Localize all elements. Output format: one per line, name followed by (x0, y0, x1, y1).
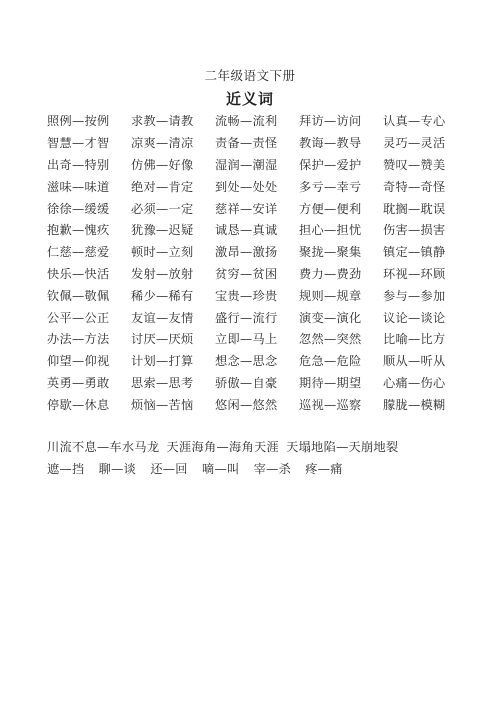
synonym-row (47, 328, 467, 350)
synonym-pair: 悠闲—悠然 (215, 397, 278, 412)
synonym-row (47, 219, 467, 241)
synonym-pair: 想念—思念 (215, 354, 278, 369)
synonym-pair: 到处—处处 (215, 179, 278, 194)
synonym-pair: 讨厌—厌烦 (131, 332, 194, 347)
synonym-pair: 英勇—勇敢 (47, 375, 110, 390)
synonym-row (47, 241, 467, 263)
synonym-pair: 钦佩—敬佩 (47, 288, 110, 303)
synonym-pair: 还—回 (150, 462, 188, 476)
synonym-row (47, 306, 467, 328)
synonym-pair: 赞叹—赞美 (383, 157, 446, 172)
synonym-row (47, 197, 467, 219)
synonym-pair: 顿时—立刻 (131, 245, 194, 260)
synonym-pair: 智慧—才智 (47, 136, 110, 151)
synonym-row (47, 350, 467, 372)
synonym-pair: 环视—环顾 (383, 266, 446, 281)
synonym-pair: 保护—爱护 (299, 157, 362, 172)
synonym-pair: 思索—思考 (131, 375, 194, 390)
synonym-pair: 认真—专心 (383, 114, 446, 129)
synonym-pair: 凉爽—清凉 (131, 136, 194, 151)
synonym-pair: 顺从—听从 (383, 354, 446, 369)
synonym-pair: 友谊—友情 (131, 310, 194, 325)
synonym-pair: 流畅—流利 (215, 114, 278, 129)
synonym-grid (47, 110, 467, 415)
synonym-pair: 停歇—休息 (47, 397, 110, 412)
synonym-pair: 聚拢—聚集 (299, 245, 362, 260)
synonym-row (47, 175, 467, 197)
synonym-pair: 出奇—特别 (47, 157, 110, 172)
synonym-pair: 照例—按例 (47, 114, 110, 129)
idiom-synonym-line: 川流不息—车水马龙 天涯海角—海角天涯 天塌地陷—天崩地裂 (47, 440, 399, 454)
synonym-row (47, 110, 467, 132)
synonym-pair: 参与—参加 (383, 288, 446, 303)
synonym-pair: 规则—规章 (299, 288, 362, 303)
synonym-pair: 计划—打算 (131, 354, 194, 369)
grade-title: 二年级语文下册 (204, 68, 296, 83)
synonym-pair: 责备—责怪 (215, 136, 278, 151)
synonym-pair: 盛行—流行 (215, 310, 278, 325)
section-title: 近义词 (225, 90, 274, 108)
synonym-pair: 疼—痛 (305, 462, 343, 476)
synonym-pair: 犹豫—迟疑 (131, 223, 194, 238)
synonym-pair: 聊—谈 (98, 462, 137, 476)
synonym-pair: 慈祥—安详 (215, 201, 278, 216)
synonym-pair: 立即—马上 (215, 332, 278, 347)
synonym-pair: 心痛—伤心 (383, 375, 446, 390)
synonym-pair: 担心—担忧 (299, 223, 362, 238)
synonym-pair: 耽搁—耽误 (383, 201, 446, 216)
synonym-row (47, 284, 467, 306)
synonym-pair: 遮—挡 (47, 462, 85, 476)
synonym-pair: 办法—方法 (47, 332, 110, 347)
synonym-pair: 宝贵—珍贵 (215, 288, 278, 303)
synonym-pair: 公平—公正 (47, 310, 110, 325)
synonym-pair: 快乐—快活 (47, 266, 110, 281)
synonym-pair: 演变—演化 (299, 310, 362, 325)
synonym-pair: 忽然—突然 (299, 332, 362, 347)
synonym-pair: 巡视—巡察 (299, 397, 362, 412)
synonym-pair: 激昂—激扬 (215, 245, 278, 260)
synonym-pair: 拜访—访问 (299, 114, 362, 129)
synonym-pair: 伤害—损害 (383, 223, 446, 238)
synonym-pair: 多亏—幸亏 (299, 179, 362, 194)
synonym-pair: 灵巧—灵活 (383, 136, 446, 151)
synonym-row (47, 132, 467, 154)
synonym-pair: 骄傲—自豪 (215, 375, 278, 390)
synonym-pair: 滋味—味道 (47, 179, 110, 194)
synonym-pair: 教诲—教导 (299, 136, 362, 151)
synonym-pair: 仁慈—慈爱 (47, 245, 110, 260)
synonym-pair: 诚恳—真诚 (215, 223, 278, 238)
synonym-pair: 贫穷—贫困 (215, 266, 278, 281)
synonym-pair: 发射—放射 (131, 266, 194, 281)
synonym-pair: 议论—谈论 (383, 310, 446, 325)
synonym-pair: 仿佛—好像 (131, 157, 194, 172)
synonym-pair: 方便—便利 (299, 201, 362, 216)
synonym-pair: 必须—一定 (131, 201, 194, 216)
synonym-pair: 宰—杀 (253, 462, 292, 476)
synonym-row (47, 393, 467, 415)
single-char-synonym-line (47, 460, 467, 477)
synonym-pair: 抱歉—愧疚 (47, 223, 110, 238)
synonym-row (47, 154, 467, 176)
synonym-pair: 徐徐—缓缓 (47, 201, 110, 216)
synonym-pair: 绝对—肯定 (131, 179, 194, 194)
synonym-pair: 朦胧—模糊 (383, 397, 446, 412)
synonym-row (47, 372, 467, 394)
synonym-pair: 湿润—潮湿 (215, 157, 278, 172)
synonym-pair: 费力—费劲 (299, 266, 362, 281)
synonym-pair: 稀少—稀有 (131, 288, 194, 303)
synonym-pair: 期待—期望 (299, 375, 362, 390)
synonym-pair: 仰望—仰视 (47, 354, 110, 369)
synonym-pair: 烦恼—苦恼 (131, 397, 194, 412)
synonym-pair: 求教—请教 (131, 114, 194, 129)
synonym-pair: 镇定—镇静 (383, 245, 446, 260)
synonym-pair: 比喻—比方 (383, 332, 446, 347)
synonym-row (47, 263, 467, 285)
synonym-pair: 嘀—叫 (201, 462, 240, 476)
synonym-pair: 奇特—奇怪 (383, 179, 446, 194)
synonym-pair: 危急—危险 (299, 354, 362, 369)
